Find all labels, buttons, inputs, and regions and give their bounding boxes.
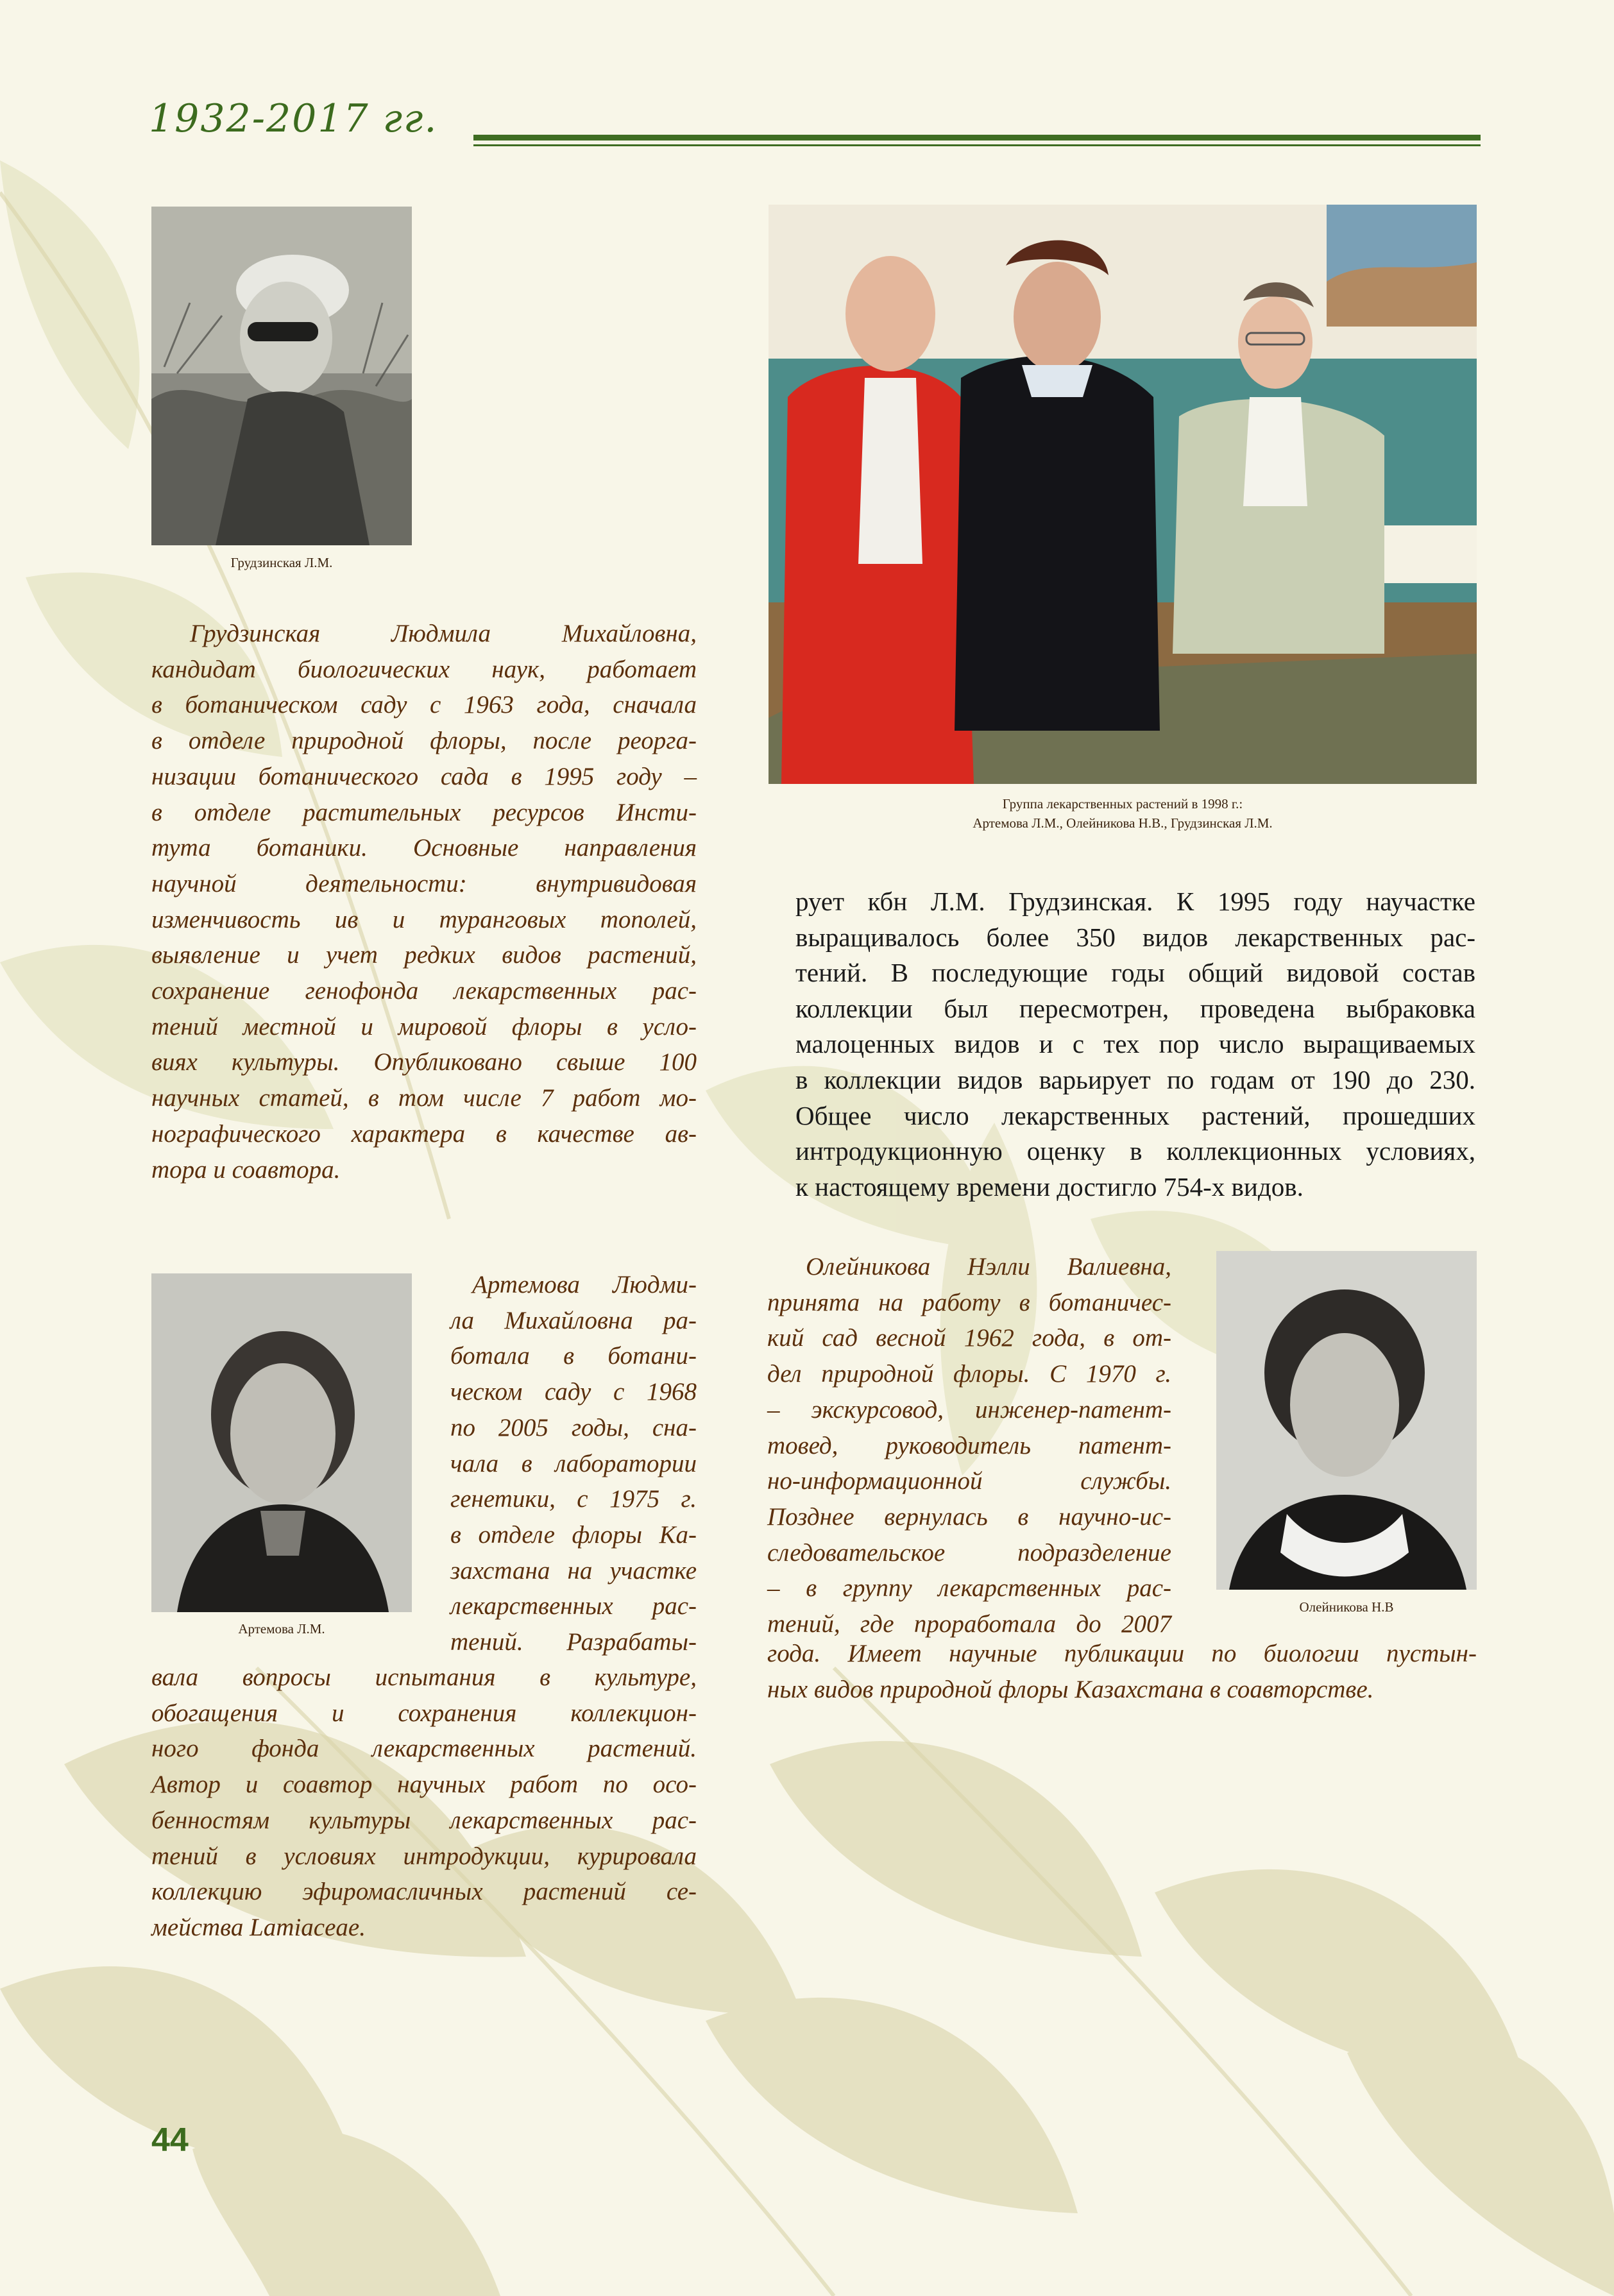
collection-text-line: Общее число лекарственных растений, прошедших	[795, 1100, 1475, 1130]
collection-text-line: малоценных видов и с тех пор число выращиваемых	[795, 1029, 1475, 1059]
caption-group-line1: Группа лекарственных растений в 1998 г.:	[1002, 796, 1243, 812]
collection-text	[795, 884, 1475, 1205]
oleynikova-bio-narrow-line: тений, где проработала до 2007	[767, 1610, 1171, 1638]
artemova-bio-narrow-line: ла Михайловна ра-	[450, 1306, 697, 1334]
caption-oleynikova: Олейникова Н.В	[1299, 1599, 1394, 1615]
bio-oleynikova-narrow	[767, 1249, 1171, 1642]
artemova-bio-narrow-line: генетики, с 1975 г.	[450, 1485, 697, 1513]
oleynikova-bio-narrow-line: товед, руководитель патент-	[767, 1431, 1171, 1459]
grudzinskaya-bio-line: изменчивость ив и туранговых тополей,	[151, 905, 697, 933]
grudzinskaya-bio-line: тута ботаники. Основные направления	[151, 834, 697, 862]
bio-artemova-wide	[151, 1660, 697, 1946]
bio-artemova-narrow	[450, 1267, 697, 1660]
oleynikova-bio-narrow-line: – в группу лекарственных рас-	[767, 1574, 1171, 1603]
header-rule	[473, 135, 1481, 151]
artemova-bio-wide-line: обогащения и сохранения коллекцион-	[151, 1699, 697, 1727]
artemova-bio-wide-line: ного фонда лекарственных растений.	[151, 1735, 697, 1763]
caption-group-1998	[769, 794, 1477, 833]
grudzinskaya-bio-line: виях культуры. Опубликовано свыше 100	[151, 1048, 697, 1076]
oleynikova-bio-narrow-line: Позднее вернулась в научно-ис-	[767, 1502, 1171, 1531]
caption-grudzinskaya: Грудзинская Л.М.	[230, 555, 333, 570]
grudzinskaya-bio-line: научной деятельности: внутривидовая	[151, 869, 697, 897]
oleynikova-bio-narrow-line: принята на работу в ботаничес-	[767, 1288, 1171, 1316]
artemova-bio-narrow-line: в отделе флоры Ка-	[450, 1520, 697, 1549]
grudzinskaya-bio-line: выявление и учет редких видов растений,	[151, 941, 697, 969]
artemova-bio-narrow-line: Артемова Людми-	[472, 1271, 697, 1298]
collection-text-line: к настоящему времени достигло 754-х видов.	[795, 1171, 1304, 1202]
grudzinskaya-bio-line: тений местной и мировой флоры в усло-	[151, 1012, 697, 1041]
photo-artemova	[151, 1273, 412, 1612]
oleynikova-bio-narrow-line: дел природной флоры. С 1970 г.	[767, 1360, 1171, 1388]
caption-group-line2: Артемова Л.М., Олейникова Н.В., Грудзинская Л.М.	[973, 815, 1273, 831]
grudzinskaya-bio-line: в ботаническом саду с 1963 года, сначала	[151, 691, 697, 719]
oleynikova-bio-narrow-line: но-информационной службы.	[767, 1467, 1171, 1495]
grudzinskaya-bio-line: Грудзинская Людмила Михайловна,	[190, 620, 697, 647]
oleynikova-bio-narrow-line: следовательское подразделение	[767, 1538, 1171, 1567]
photo-oleynikova	[1216, 1251, 1477, 1590]
collection-text-line: тений. В последующие годы общий видовой состав	[795, 958, 1475, 988]
bio-grudzinskaya	[151, 616, 697, 1187]
grudzinskaya-bio-line: кандидат биологических наук, работает	[151, 655, 697, 683]
artemova-bio-wide-line: бенностям культуры лекарственных рас-	[151, 1806, 697, 1834]
grudzinskaya-bio-line: в отделе растительных ресурсов Инсти-	[151, 798, 697, 826]
grudzinskaya-bio-line: в отделе природной флоры, после реорга-	[151, 727, 697, 755]
artemova-bio-narrow-line: по 2005 годы, сна-	[450, 1413, 697, 1441]
artemova-bio-narrow-line: ческом саду с 1968	[450, 1378, 697, 1406]
artemova-bio-wide-line: тений в условиях интродукции, курировала	[151, 1842, 697, 1870]
oleynikova-bio-narrow-line: кий сад весной 1962 года, в от-	[767, 1324, 1171, 1352]
photo-group-1998	[769, 205, 1477, 784]
grudzinskaya-bio-line: сохранение генофонда лекарственных рас-	[151, 977, 697, 1005]
artemova-bio-wide-line: коллекцию эфиромасличных растений се-	[151, 1878, 697, 1906]
photo-grudzinskaya	[151, 207, 412, 545]
artemova-bio-narrow-line: тений. Разрабаты-	[450, 1628, 697, 1656]
page-number: 44	[151, 2122, 189, 2159]
grudzinskaya-bio-line: тора и соавтора.	[151, 1155, 341, 1184]
oleynikova-bio-narrow-line: Олейникова Нэлли Валиевна,	[806, 1253, 1171, 1280]
header-years: 1932-2017 гг.	[149, 96, 438, 141]
collection-text-line: выращивалось более 350 видов лекарственных рас-	[795, 922, 1475, 952]
collection-text-line: рует кбн Л.М. Грудзинская. К 1995 году научастке	[795, 887, 1475, 916]
artemova-bio-narrow-line: ботала в ботани-	[450, 1342, 697, 1370]
collection-text-line: интродукционную оценку в коллекционных условиях,	[795, 1136, 1475, 1166]
collection-text-line: в коллекции видов варьирует по годам от 190 до 230.	[795, 1064, 1475, 1094]
collection-text-line: коллекции был пересмотрен, проведена выбраковка	[795, 993, 1475, 1023]
oleynikova-bio-wide-line: ных видов природной флоры Казахстана в соавторстве.	[767, 1675, 1374, 1703]
artemova-bio-wide-line: Автор и соавтор научных работ по осо-	[151, 1771, 697, 1799]
oleynikova-bio-narrow-line: – экскурсовод, инженер-патент-	[767, 1395, 1171, 1424]
artemova-bio-wide-line: вала вопросы испытания в культуре,	[151, 1663, 697, 1691]
artemova-bio-narrow-line: захстана на участке	[450, 1556, 697, 1585]
grudzinskaya-bio-line: нографического характера в качестве ав-	[151, 1119, 697, 1148]
artemova-bio-wide-line: мейства Lamiaceae.	[151, 1913, 366, 1941]
artemova-bio-narrow-line: лекарственных рас-	[450, 1592, 697, 1620]
caption-artemova: Артемова Л.М.	[238, 1621, 325, 1637]
bio-oleynikova-wide	[767, 1636, 1477, 1707]
oleynikova-bio-wide-line: года. Имеет научные публикации по биологии пустын-	[767, 1640, 1477, 1667]
grudzinskaya-bio-line: низации ботанического сада в 1995 году –	[151, 762, 697, 790]
grudzinskaya-bio-line: научных статей, в том числе 7 работ мо-	[151, 1084, 697, 1112]
artemova-bio-narrow-line: чала в лаборатории	[450, 1449, 697, 1477]
